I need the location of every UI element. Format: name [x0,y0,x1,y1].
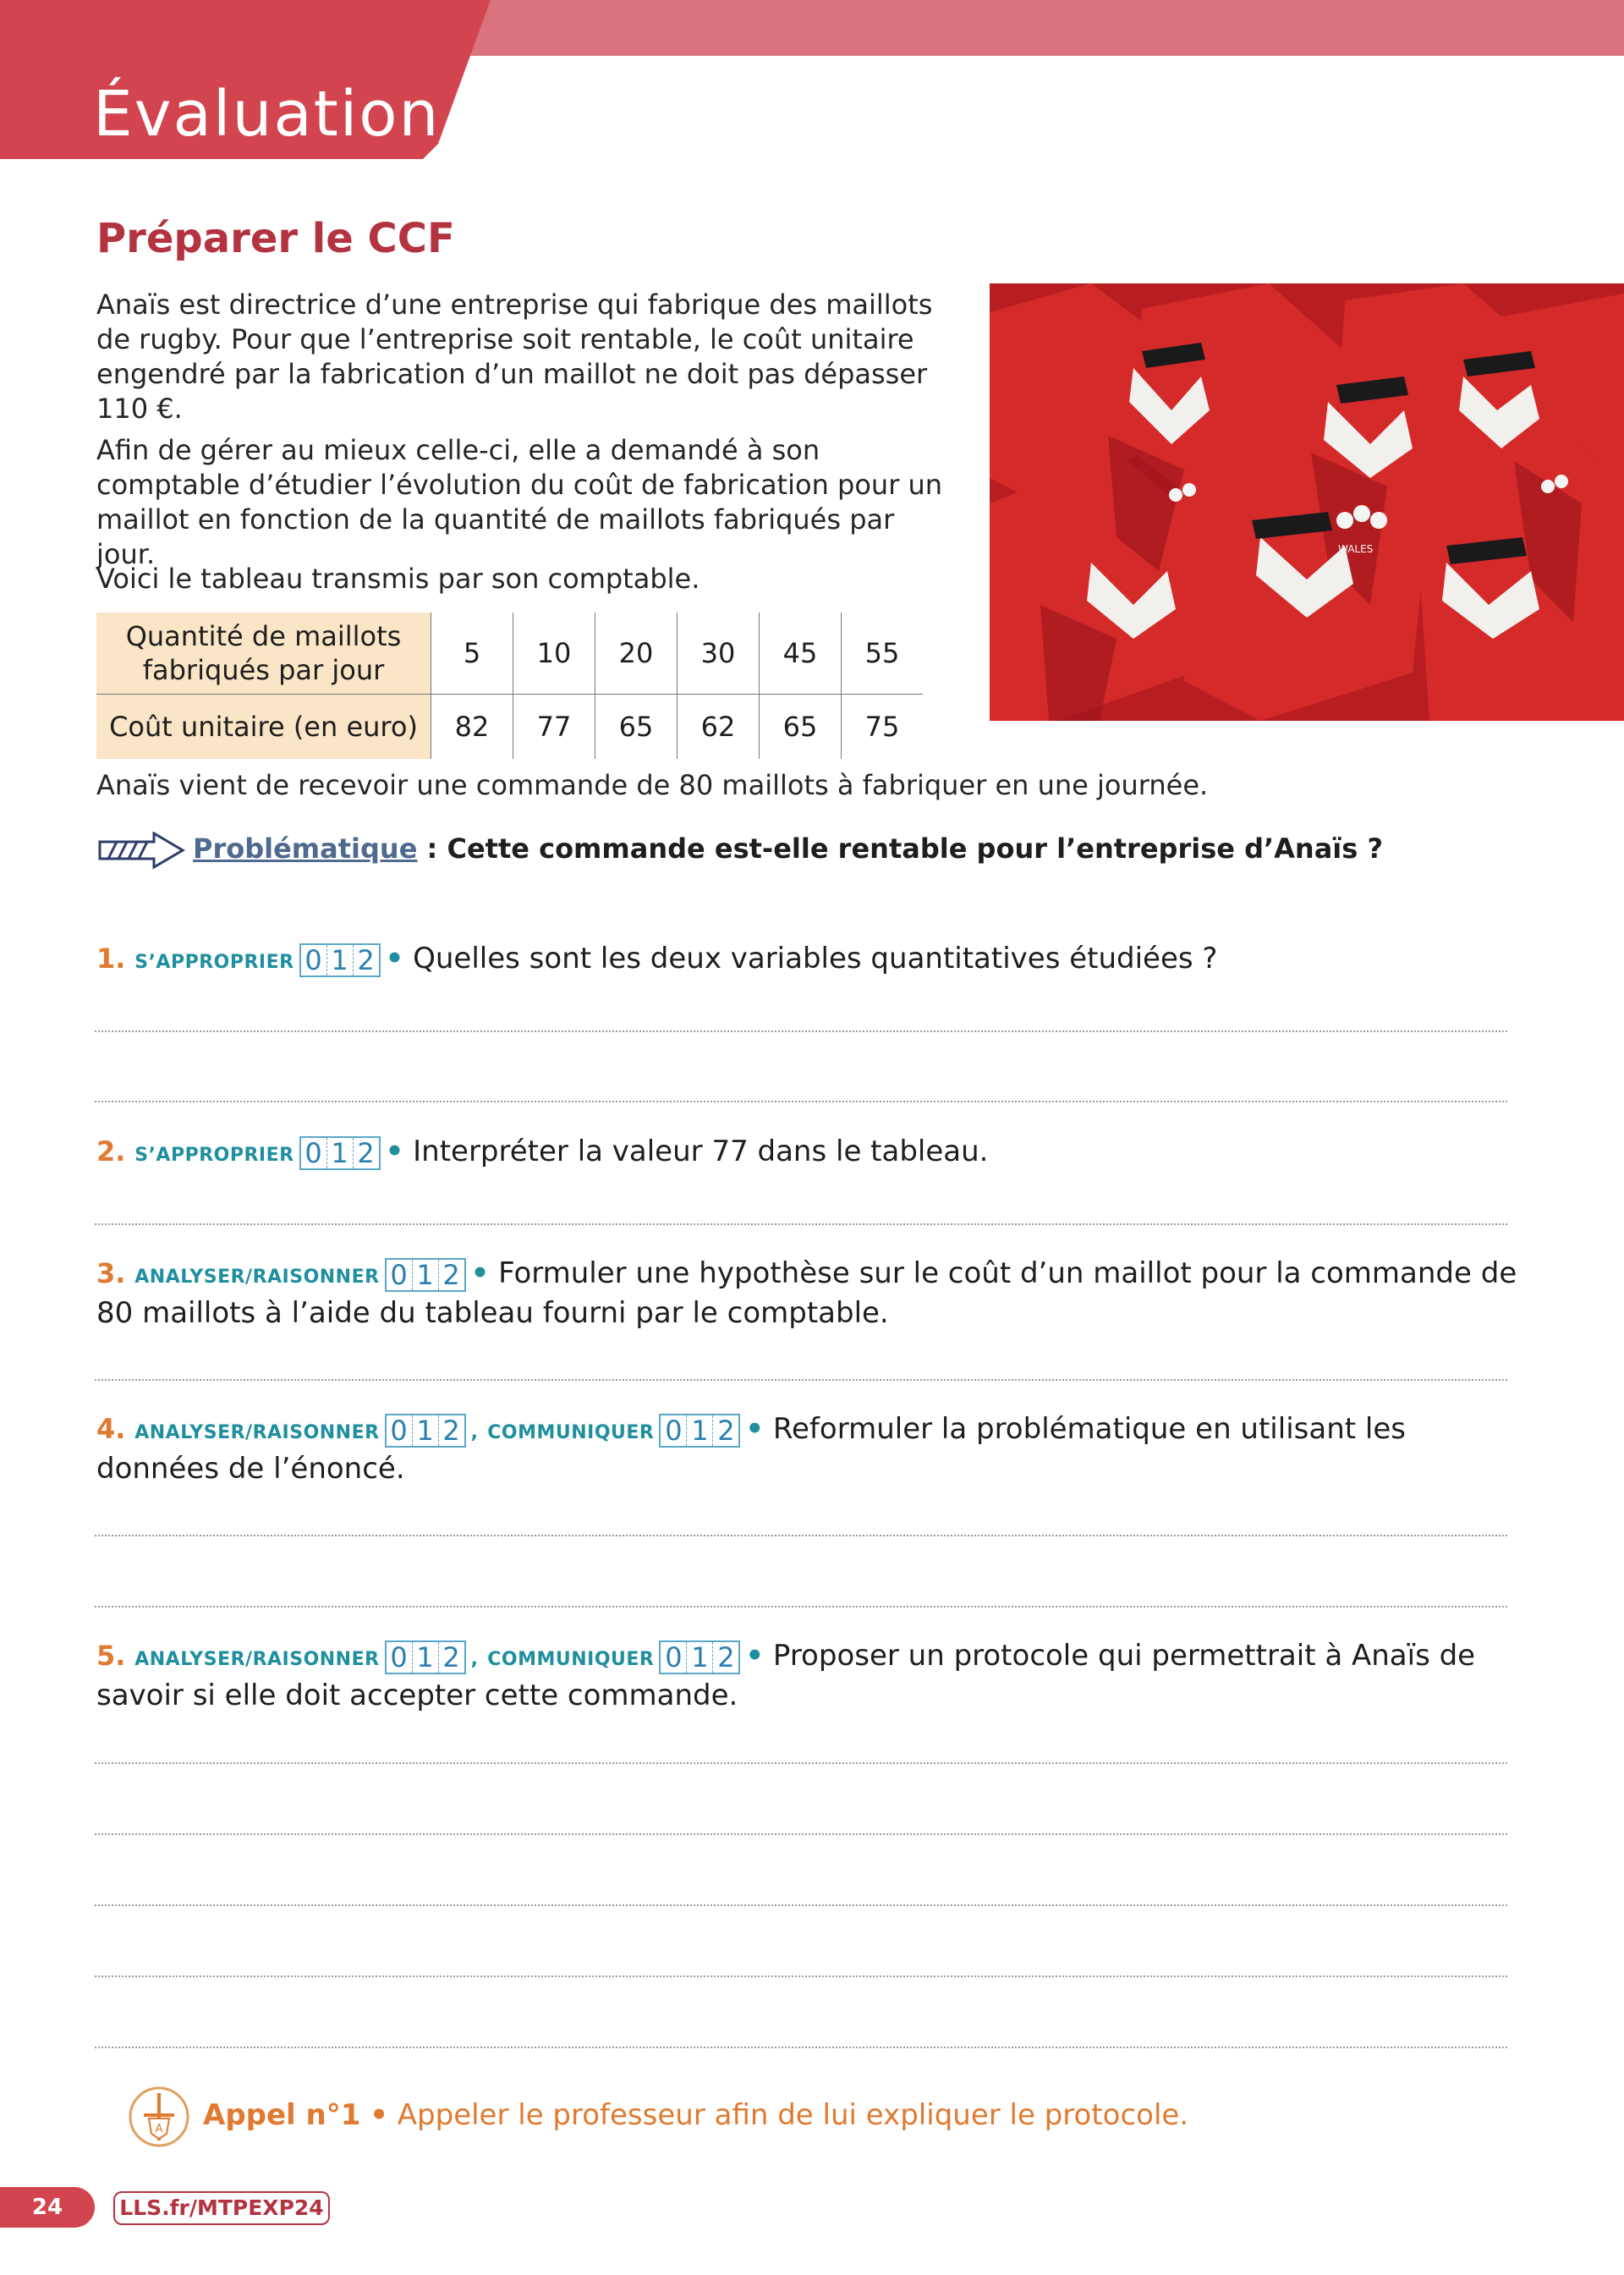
skill-badge: ANALYSER/RAISONNER [134,1422,380,1443]
appel-text: Appeler le professeur afin de lui expliquer le protocole. [397,2098,1189,2132]
skill-badge: COMMUNIQUER [487,1422,655,1443]
score-2[interactable]: 2 [442,1640,460,1673]
appel-icon [127,2085,191,2149]
answer-line[interactable] [95,2047,1507,2048]
score-box [385,1414,466,1448]
answer-line[interactable] [95,1030,1507,1032]
score-2[interactable]: 2 [357,943,375,976]
intro-paragraph-1: Anaïs est directrice d’une entreprise qui fabrique des maillots de rugby. Pour que l’entreprise soit rentable, le coût unitaire engendré par la fabrication d’un maillot ne doit pas dépasser 110 €. [96,288,933,425]
score-box [299,1136,381,1170]
score-0[interactable]: 0 [301,1138,327,1168]
score-2[interactable]: 2 [442,1414,460,1447]
table-cell: 20 [595,613,678,695]
question-number: 4. [96,1413,126,1445]
score-box [385,1258,466,1292]
bullet: • [370,2098,388,2132]
question-text: Reformuler la problématique en utilisant les données de l’énoncé. [96,1412,1406,1486]
bullet: • [745,1639,765,1673]
question-number: 3. [96,1257,126,1289]
arrow-icon [96,832,186,869]
score-1[interactable]: 1 [413,1260,439,1290]
score-1[interactable]: 1 [687,1642,713,1673]
intro-paragraph-2: Afin de gérer au mieux celle-ci, elle a demandé à son comptable d’étudier l’évolution du coût de fabrication pour un maillot en fonction de la quantité de maillots fabriqués par jour. [96,434,943,570]
question-3 [96,1256,1517,1331]
bullet: • [470,1256,490,1290]
table-cell: 55 [842,613,924,695]
score-0[interactable]: 0 [301,945,327,975]
table-cell: 45 [760,613,842,695]
question-number: 1. [96,942,126,975]
question-5 [96,1638,1517,1713]
score-2[interactable]: 2 [442,1258,460,1291]
skill-badge: ANALYSER/RAISONNER [134,1267,380,1288]
comma: , [470,1649,479,1670]
problematique-label: Problématique [193,833,418,865]
bullet: • [385,1135,404,1168]
score-box [659,1640,740,1674]
jersey-label: WALES [1338,543,1374,555]
table-cell: 65 [595,695,678,760]
score-1[interactable]: 1 [327,1138,354,1168]
skill-badge: S’APPROPRIER [134,1145,294,1166]
bullet: • [745,1412,765,1446]
score-1[interactable]: 1 [687,1415,713,1446]
answer-line[interactable] [95,1223,1507,1225]
intro-paragraph-4: Anaïs vient de recevoir une commande de 80 maillots à fabriquer en une journée. [96,769,1209,801]
answer-line[interactable] [95,1833,1507,1835]
table-cell: 10 [513,613,595,695]
answer-line[interactable] [95,1976,1507,1977]
answer-line[interactable] [95,1762,1507,1764]
table-cell: 75 [864,711,900,743]
table-cell: 5 [431,613,513,695]
table-cell: 62 [678,695,760,760]
question-1 [96,941,1517,981]
table-cell: 82 [431,695,513,760]
score-box [299,943,381,977]
table-cell: 77 [513,695,595,760]
score-0[interactable]: 0 [387,1642,413,1673]
score-2[interactable]: 2 [717,1414,735,1447]
skill-badge: ANALYSER/RAISONNER [134,1649,380,1670]
answer-line[interactable] [95,1379,1507,1381]
score-box [385,1640,466,1674]
page-number: 24 [0,2187,95,2228]
score-0[interactable]: 0 [661,1642,687,1673]
table-cell: 30 [678,613,760,695]
skill-badge: COMMUNIQUER [487,1649,655,1670]
intro-paragraph-3: Voici le tableau transmis par son comptable. [96,563,700,595]
appel [203,2096,1472,2134]
score-0[interactable]: 0 [661,1415,687,1446]
answer-line[interactable] [95,1606,1507,1607]
question-4 [96,1411,1517,1486]
appel-label: Appel n°1 [203,2098,361,2132]
section-title: Préparer le CCF [96,215,455,262]
answer-line[interactable] [95,1904,1507,1906]
score-2[interactable]: 2 [357,1136,375,1169]
table-cell: 65 [760,695,842,760]
table-header-cost: Coût unitaire (en euro) [96,695,431,760]
question-text: Quelles sont les deux variables quantitatives étudiées ? [413,942,1218,975]
question-2 [96,1134,1517,1173]
problematique-text: Cette commande est-elle rentable pour l’entreprise d’Anaïs ? [447,833,1383,865]
question-text: Formuler une hypothèse sur le coût d’un maillot pour la commande de 80 maillots à l’aide du tableau fourni par le comptable. [96,1256,1517,1330]
score-1[interactable]: 1 [413,1642,439,1673]
answer-line[interactable] [95,1101,1507,1102]
rugby-jerseys-photo [990,283,1624,721]
data-table [96,613,923,759]
question-text: Interpréter la valeur 77 dans le tableau. [413,1135,989,1168]
score-1[interactable]: 1 [413,1415,439,1446]
score-0[interactable]: 0 [387,1415,413,1446]
skill-badge: S’APPROPRIER [134,952,294,973]
question-number: 5. [96,1640,126,1672]
answer-line[interactable] [95,1535,1507,1536]
page-title: Évaluation [93,78,441,151]
score-1[interactable]: 1 [327,945,354,975]
bullet: • [385,942,404,975]
comma: , [470,1422,479,1443]
footer-link[interactable]: LLS.fr/MTPEXP24 [113,2191,330,2225]
svg-text:A: A [155,2123,163,2135]
problematique [96,831,1534,869]
question-text: Proposer un protocole qui permettrait à Anaïs de savoir si elle doit accepter cette commande. [96,1639,1476,1712]
table-header-quantity: Quantité de maillots fabriqués par jour [96,613,431,695]
problematique-separator: : [417,833,447,865]
question-number: 2. [96,1135,126,1168]
score-0[interactable]: 0 [387,1260,413,1290]
score-2[interactable]: 2 [717,1640,735,1673]
score-box [659,1414,740,1448]
